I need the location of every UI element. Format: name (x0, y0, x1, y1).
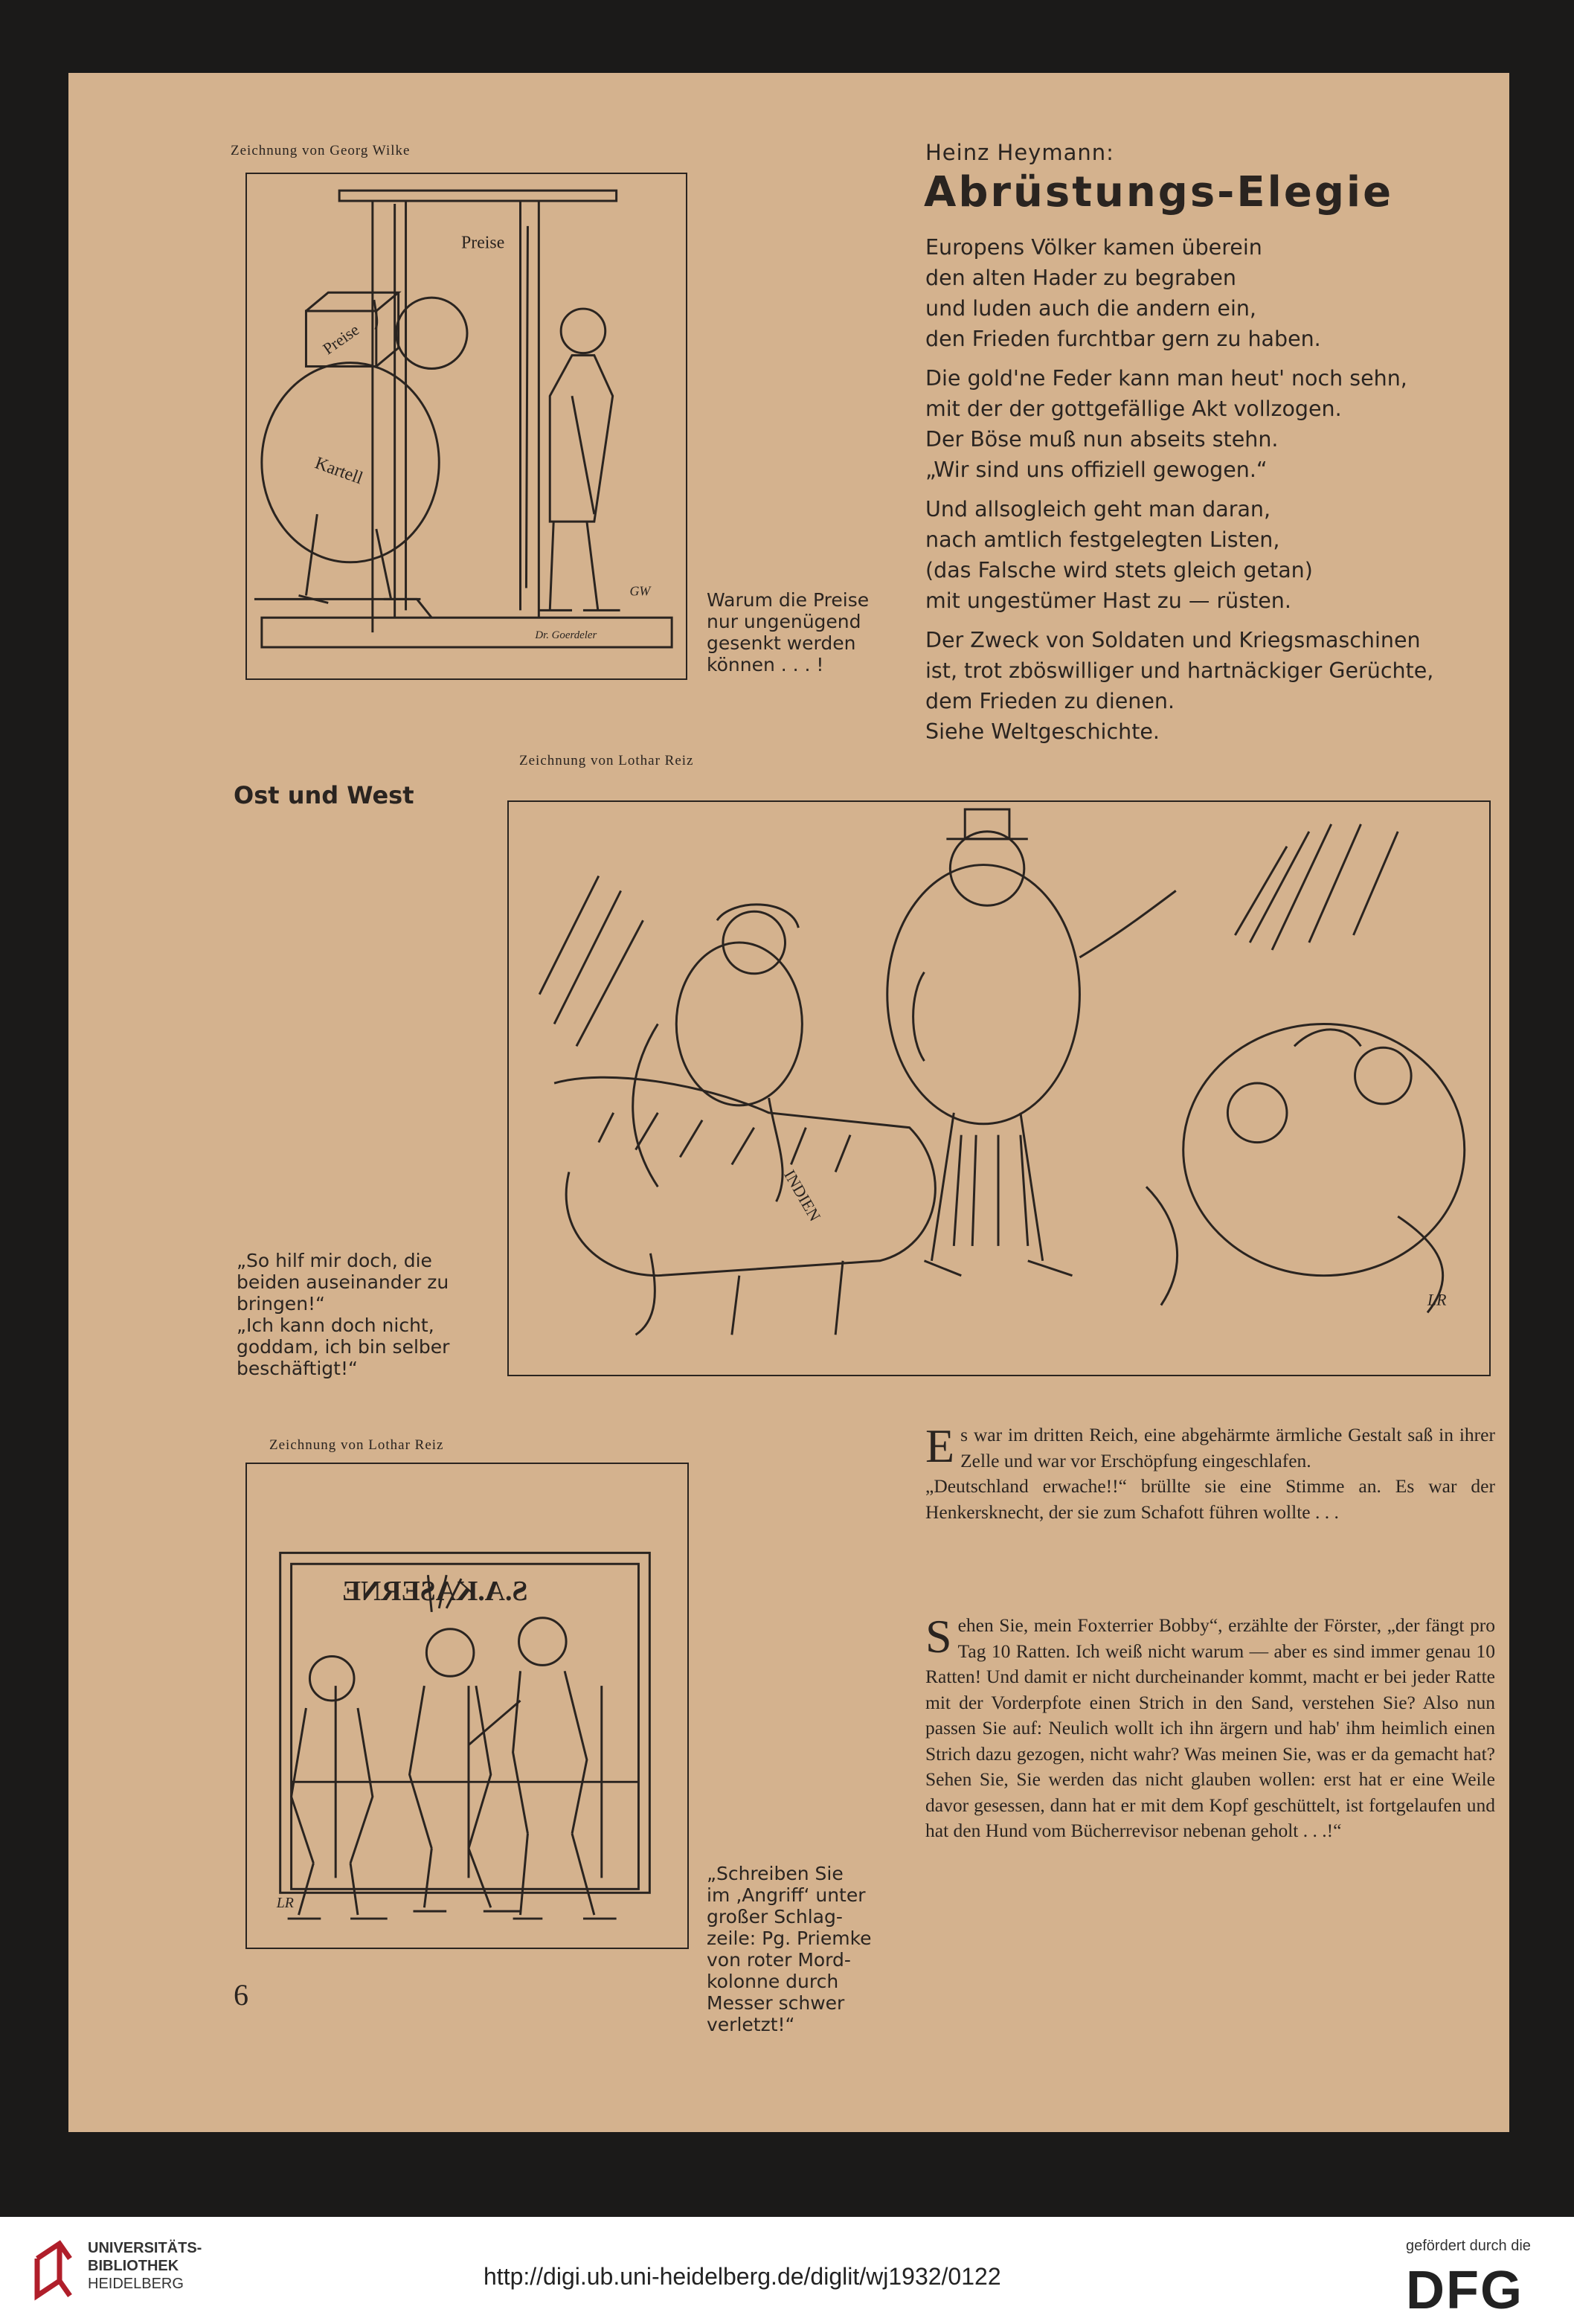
cartoon3-caption-line: großer Schlag- (707, 1906, 843, 1927)
poem-line: Der Zweck von Soldaten und Kriegsmaschinen (925, 628, 1421, 652)
cartoon1-caption (707, 589, 891, 675)
dfg-logo: DFG (1406, 2261, 1523, 2320)
poem-line: Die gold'ne Feder kann man heut' noch sehn, (925, 366, 1407, 391)
cartoon3-caption-line: im ‚Angriff‘ unter (707, 1884, 866, 1906)
poem-line: Siehe Weltgeschichte. (925, 719, 1160, 744)
poem-line: Der Böse muß nun abseits stehn. (925, 427, 1279, 452)
cartoon3-caption-line: zeile: Pg. Priemke (707, 1927, 872, 1949)
poem-stanza (925, 625, 1506, 747)
poem-line: und luden auch die andern ein, (925, 296, 1256, 321)
poem-line: den alten Hader zu begraben (925, 266, 1236, 290)
poem-stanza (925, 363, 1506, 485)
story1 (925, 1419, 1495, 1525)
cartoon2-tiger-label: INDIEN (780, 1166, 824, 1224)
library-name-line: HEIDELBERG (88, 2276, 184, 2292)
cartoon3-caption-line: Messer schwer (707, 1992, 845, 2014)
magazine-page (68, 73, 1509, 2132)
cartoon1-caption-line: Warum die Preise (707, 589, 870, 611)
cartoon1-caption-line: gesenkt werden (707, 632, 856, 654)
cartoon1-name-label: Dr. Goerdeler (535, 629, 597, 642)
poem-stanza (925, 494, 1506, 616)
cartoon2-caption (237, 1250, 494, 1379)
cartoon2-signature: LR (1427, 1291, 1447, 1309)
story2-text: ehen Sie, mein Foxterrier Bobby“, erzählte der Förster, „der fängt pro Tag 10 Ratten. Ich weiß nicht warum — aber es sind immer genau 10 Ratten! Und damit er nicht durcheinander kommt, macht er bei jeder Ratte mit der Vorderpfote einen Strich in den Sand, verstehen Sie? Also nun passen Sie auf: Neulich wollt ich ihn ärgern und hab' ihm heimlich einen Strich dazu gezogen, nicht wahr? Was meinen Sie, was er da gemacht hat? Sehen Sie, Sie werden das nicht glauben wollen: erst hat er eine Weile davor gesessen, dann hat er mit dem Kopf geschüttelt, ist fortgelaufen und hat den Hund vom Bücherrevisor nebenan geholt . . .!“ (925, 1614, 1495, 1841)
story1-text: s war im dritten Reich, eine abgehärmte ärmliche Gestalt saß in ihrer Zelle und war vor Erschöpfung eingeschlafen. (960, 1424, 1495, 1471)
poem-line: ist, trot zböswilliger und hartnäckiger Gerüchte, (925, 658, 1434, 683)
cartoon1-drawing (247, 174, 686, 678)
story2 (925, 1610, 1495, 1844)
page-number: 6 (234, 1978, 248, 2012)
cartoon2-caption-line: beschäftigt!“ (237, 1358, 358, 1379)
cartoon1-box-label: Preise (319, 321, 363, 359)
cartoon2-caption-line: „So hilf mir doch, die (237, 1250, 432, 1271)
library-name-line: UNIVERSITÄTS- (88, 2240, 202, 2256)
library-name-line: BIBLIOTHEK (88, 2258, 179, 2274)
cartoon1-signature: GW (629, 583, 651, 599)
library-logo-icon (30, 2236, 77, 2305)
sponsor-text: gefördert durch die (1406, 2238, 1531, 2254)
cartoon1-panel (245, 173, 687, 680)
cartoon2-credit: Zeichnung von Lothar Reiz (519, 753, 694, 768)
poem-line: „Wir sind uns offiziell gewogen.“ (925, 458, 1268, 482)
poem-title: Abrüstungs-Elegie (924, 168, 1394, 216)
story2-initial: S (925, 1610, 952, 1663)
library-name (88, 2239, 202, 2293)
cartoon2-caption-line: „Ich kann doch nicht, (237, 1315, 434, 1336)
cartoon3-signature: LR (276, 1895, 294, 1912)
cartoon3-drawing (247, 1464, 687, 1948)
cartoon3-sign: S.A.KASERNE (341, 1575, 528, 1607)
poem-line: Und allsogleich geht man daran, (925, 497, 1271, 521)
cartoon3-caption-line: von roter Mord- (707, 1949, 851, 1971)
section-heading: Ost und West (234, 781, 414, 809)
footer-bar (0, 2217, 1574, 2324)
poem-line: dem Frieden zu dienen. (925, 689, 1175, 713)
cartoon2-caption-line: beiden auseinander zu (237, 1271, 449, 1293)
cartoon3-caption-line: „Schreiben Sie (707, 1863, 844, 1884)
cartoon3-panel (245, 1463, 689, 1949)
cartoon1-belly-label: Kartell (312, 453, 365, 489)
cartoon1-caption-line: nur ungenügend (707, 611, 861, 632)
poem-line: den Frieden furchtbar gern zu haben. (925, 327, 1321, 351)
poem-line: nach amtlich festgelegten Listen, (925, 527, 1280, 552)
cartoon2-drawing (509, 802, 1489, 1375)
cartoon2-caption-line: goddam, ich bin selber (237, 1336, 450, 1358)
cartoon2-panel (507, 800, 1491, 1376)
cartoon3-caption-line: verletzt!“ (707, 2014, 795, 2035)
poem-line: mit der der gottgefällige Akt vollzogen. (925, 397, 1342, 421)
poem-stanza (925, 232, 1506, 354)
source-url[interactable]: http://digi.ub.uni-heidelberg.de/diglit/wj1932/0122 (484, 2263, 1001, 2290)
cartoon1-pillar-label: Preise (461, 233, 505, 253)
poem-author: Heinz Heymann: (925, 140, 1114, 165)
poem-line: (das Falsche wird stets gleich getan) (925, 558, 1313, 582)
cartoon3-credit: Zeichnung von Lothar Reiz (269, 1437, 444, 1453)
story1-initial: E (925, 1419, 955, 1472)
cartoon3-caption (707, 1863, 896, 2035)
cartoon2-caption-line: bringen!“ (237, 1293, 326, 1315)
poem-line: mit ungestümer Hast zu — rüsten. (925, 588, 1291, 613)
cartoon3-caption-line: kolonne durch (707, 1971, 839, 1992)
poem-body (925, 232, 1506, 756)
poem-line: Europens Völker kamen überein (925, 235, 1262, 260)
cartoon1-credit: Zeichnung von Georg Wilke (231, 143, 411, 158)
cartoon1-caption-line: können . . . ! (707, 654, 824, 675)
story1-text2: „Deutschland erwache!!“ brüllte sie eine Stimme an. Es war der Henkersknecht, der sie zum Schafott führen wollte . . . (925, 1475, 1495, 1523)
